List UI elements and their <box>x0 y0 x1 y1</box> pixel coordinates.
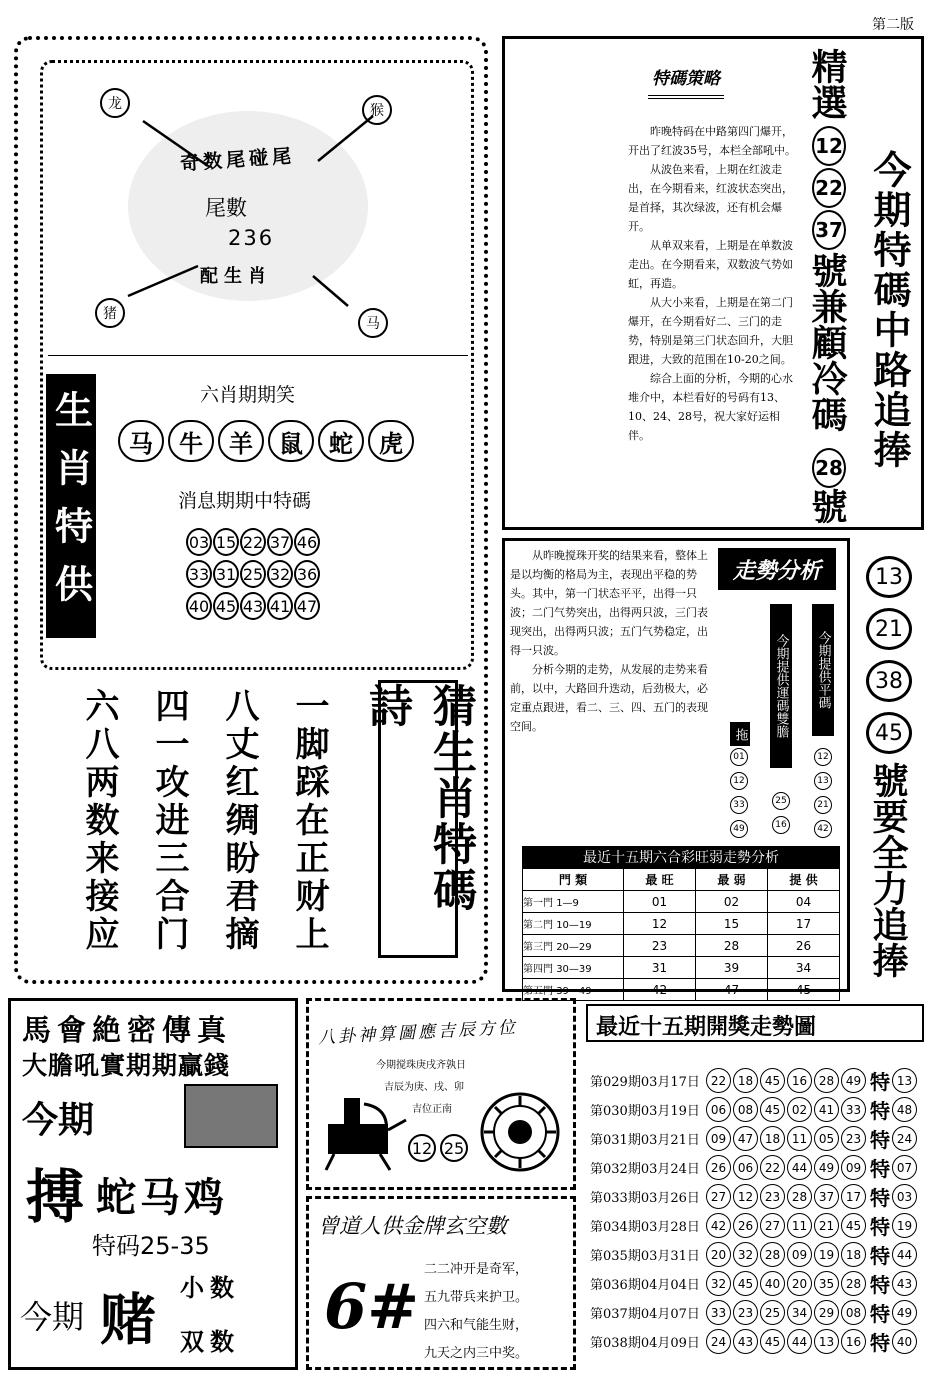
draw-number: 08 <box>733 1097 758 1122</box>
draw-number: 33 <box>841 1097 866 1122</box>
special-mark: 特 <box>870 1215 890 1239</box>
table-row <box>523 913 840 935</box>
message-numbers <box>186 528 320 620</box>
draw-number: 34 <box>787 1300 812 1325</box>
special-number: 13 <box>892 1068 917 1093</box>
selected-number: 12 <box>812 126 846 166</box>
max-cell: 12 <box>624 913 696 935</box>
special-mark: 特 <box>870 1244 890 1268</box>
draw-number: 17 <box>841 1184 866 1209</box>
drag-col-label: 拖 <box>730 722 750 746</box>
draw-number: 24 <box>706 1329 731 1354</box>
side-number: 21 <box>866 608 912 650</box>
trend-paragraph: 从昨晚搅珠开奖的结果来看，整体上是以均衡的格局为主，表现出平稳的势头。其中，第一门状态平平，出得一只波；二门气势突出，出得两只波，三门表现突出，出得两只波；五门气势稳定，出得一只波。 <box>510 549 708 657</box>
zodiac-pig: 猪 <box>95 298 125 328</box>
special-number: 07 <box>892 1155 917 1180</box>
draw-number: 22 <box>706 1068 731 1093</box>
draw-row <box>590 1240 919 1269</box>
table-row <box>523 935 840 957</box>
msg-number: 25 <box>240 560 266 588</box>
special-mark: 特 <box>870 1099 890 1123</box>
draw-number: 27 <box>760 1213 785 1238</box>
draw-number: 08 <box>841 1300 866 1325</box>
draw-number: 26 <box>706 1155 731 1180</box>
special-number: 44 <box>892 1242 917 1267</box>
draw-number: 18 <box>841 1242 866 1267</box>
drag-number: 01 <box>730 748 748 766</box>
draw-number: 29 <box>814 1300 839 1325</box>
door-label: 第一門 <box>523 898 553 909</box>
zodiac-chip: 鼠 <box>268 420 314 462</box>
draw-label: 第033期03月26日 <box>590 1191 700 1206</box>
give-cell: 26 <box>768 935 840 957</box>
signature: 6# <box>324 1270 420 1343</box>
tail-label: 尾數 <box>205 196 247 220</box>
special-mark: 特 <box>870 1273 890 1297</box>
selected-number: 22 <box>812 168 846 208</box>
table-header-row <box>523 869 840 891</box>
trend-text <box>510 546 710 736</box>
draw-row <box>590 1327 919 1356</box>
door-label: 第三門 <box>523 942 553 953</box>
side-title-zodiac-special: 生肖特供 <box>46 374 96 638</box>
six-zodiac-title: 六肖期期笑 <box>200 384 296 406</box>
bet-char: 搏 <box>26 1163 85 1231</box>
draw-label: 第038期04月09日 <box>590 1336 700 1351</box>
min-cell: 02 <box>696 891 768 913</box>
stamp-image <box>184 1084 278 1148</box>
draw-number: 09 <box>787 1242 812 1267</box>
strategy-paragraph: 从单双来看，上期是在单数波走出。在今期看来，双数波气势如虹，再造。 <box>628 239 793 290</box>
draw-number: 28 <box>760 1242 785 1267</box>
draw-number: 23 <box>733 1300 758 1325</box>
msg-number: 40 <box>186 592 212 620</box>
trend-label: 走勢分析 <box>718 548 836 590</box>
draw-number: 41 <box>814 1097 839 1122</box>
draw-number: 45 <box>760 1068 785 1093</box>
min-cell: 28 <box>696 935 768 957</box>
draw-row <box>590 1095 919 1124</box>
bagua-compass-icon <box>478 1090 562 1174</box>
bet-zodiacs: 蛇马鸡 <box>96 1174 228 1221</box>
gamble-char: 赌 <box>100 1287 156 1353</box>
poem-title: 猜生肖特碼詩 <box>378 680 458 958</box>
bagua-line-1: 今期搅珠庚戌齐孰日 <box>376 1060 466 1071</box>
draw-number: 05 <box>814 1126 839 1151</box>
zodiac-monkey: 猴 <box>362 95 392 125</box>
draw-number: 20 <box>787 1271 812 1296</box>
draw-number: 20 <box>706 1242 731 1267</box>
draw-number: 21 <box>814 1213 839 1238</box>
strategy-text <box>628 122 800 445</box>
draw-number: 44 <box>787 1329 812 1354</box>
draw-number: 28 <box>787 1184 812 1209</box>
msg-number: 31 <box>213 560 239 588</box>
table-row <box>523 957 840 979</box>
zodiac-chip: 羊 <box>218 420 264 462</box>
special-number: 24 <box>892 1126 917 1151</box>
special-number: 19 <box>892 1213 917 1238</box>
poem-column-3: 四一攻进三合门 <box>149 688 189 954</box>
draw-number: 16 <box>841 1329 866 1354</box>
max-cell: 31 <box>624 957 696 979</box>
poem-column-4: 六八两数来接应 <box>79 688 119 954</box>
draw-label: 第034期03月28日 <box>590 1220 700 1235</box>
draw-number: 11 <box>787 1126 812 1151</box>
door-range: 39—49 <box>556 986 592 997</box>
draw-number: 32 <box>706 1271 731 1296</box>
max-cell: 42 <box>624 979 696 1001</box>
draw-number: 45 <box>733 1271 758 1296</box>
six-zodiac-row <box>118 420 414 462</box>
cold-suffix: 號 <box>806 488 847 524</box>
zodiac-chip: 马 <box>118 420 164 462</box>
msg-number: 22 <box>240 528 266 556</box>
zodiac-dragon: 龙 <box>100 88 130 118</box>
draw-number: 19 <box>814 1242 839 1267</box>
draw-number: 44 <box>787 1155 812 1180</box>
msg-number: 46 <box>294 528 320 556</box>
special-mark: 特 <box>870 1070 890 1094</box>
table-row <box>523 891 840 913</box>
draw-row <box>590 1153 919 1182</box>
zodiac-chip: 牛 <box>168 420 214 462</box>
msg-number: 45 <box>213 592 239 620</box>
draw-number: 37 <box>814 1184 839 1209</box>
poem-column-1: 一脚踩在正财上 <box>289 688 329 954</box>
give-cell: 17 <box>768 913 840 935</box>
match-label: 配生肖 <box>200 266 272 287</box>
zodiac-horse: 马 <box>358 308 388 338</box>
strategy-paragraph: 从波色来看，上期在红波走出，在今期看来，红波状态突出，是首择，其次绿波，还有机会爆开。 <box>628 163 793 233</box>
door-label: 第五門 <box>523 986 553 997</box>
msg-number: 37 <box>267 528 293 556</box>
draw-number: 09 <box>841 1155 866 1180</box>
cold-number: 28 <box>812 448 846 488</box>
msg-number: 32 <box>267 560 293 588</box>
door-label: 第四門 <box>523 964 553 975</box>
run-number: 16 <box>772 816 790 834</box>
draw-number: 45 <box>760 1097 785 1122</box>
draw-history-title: 最近十五期開獎走勢圖 <box>596 1015 817 1040</box>
min-cell: 47 <box>696 979 768 1001</box>
selected-number: 37 <box>812 210 846 250</box>
min-cell: 15 <box>696 913 768 935</box>
table-header: 提 供 <box>768 869 840 891</box>
table-header: 最 弱 <box>696 869 768 891</box>
draw-history-list <box>590 1066 919 1356</box>
door-range: 10—19 <box>556 920 592 931</box>
drag-number: 49 <box>730 820 748 838</box>
msg-number: 03 <box>186 528 212 556</box>
draw-number: 23 <box>760 1184 785 1209</box>
give-cell: 45 <box>768 979 840 1001</box>
draw-number: 35 <box>814 1271 839 1296</box>
draw-number: 02 <box>787 1097 812 1122</box>
today-label-1: 今期 <box>22 1100 95 1141</box>
special-code: 特码25-35 <box>92 1232 210 1260</box>
draw-number: 42 <box>706 1213 731 1238</box>
door-range: 30—39 <box>556 964 592 975</box>
draw-number: 23 <box>841 1126 866 1151</box>
special-number: 03 <box>892 1184 917 1209</box>
run-col-values <box>772 792 790 834</box>
door-range: 20—29 <box>556 942 592 953</box>
side-number: 45 <box>866 712 912 754</box>
fax-line-2: 大膽吼實期期贏錢 <box>22 1051 231 1080</box>
draw-row <box>590 1066 919 1095</box>
draw-row <box>590 1182 919 1211</box>
draw-number: 18 <box>733 1068 758 1093</box>
trend-table <box>522 868 840 1001</box>
special-mark: 特 <box>870 1331 890 1355</box>
fax-line-1: 馬會絶密傳真 <box>22 1013 233 1047</box>
bagua-line-2: 吉辰为庚、戌、卯 <box>384 1082 464 1093</box>
golden-poem <box>424 1256 528 1368</box>
option-small: 小数 <box>180 1274 240 1302</box>
flat-number: 21 <box>814 796 832 814</box>
draw-number: 26 <box>733 1213 758 1238</box>
strategy-paragraph: 综合上面的分析，今期的心水堆介中，本栏看好的号码有13、10、24、28号，祝大家好运相伴。 <box>628 372 793 442</box>
side-number: 13 <box>866 556 912 598</box>
drag-number: 12 <box>730 772 748 790</box>
tr-side-slogan: 今期特碼中路追捧 <box>867 150 911 470</box>
draw-row <box>590 1298 919 1327</box>
flat-number: 12 <box>814 748 832 766</box>
draw-number: 49 <box>841 1068 866 1093</box>
option-even: 双数 <box>180 1328 240 1356</box>
bagua-number: 12 <box>408 1134 436 1162</box>
special-mark: 特 <box>870 1186 890 1210</box>
special-mark: 特 <box>870 1128 890 1152</box>
table-header: 門 類 <box>523 869 624 891</box>
golden-title: 曾道人供金牌玄空數 <box>318 1214 507 1238</box>
selected-title: 精選 <box>806 48 847 120</box>
zodiac-chip: 蛇 <box>318 420 364 462</box>
draw-number: 32 <box>733 1242 758 1267</box>
today-label-2: 今期 <box>20 1298 85 1336</box>
draw-number: 28 <box>814 1068 839 1093</box>
run-col-label: 今期提供運碼雙膽 <box>770 604 792 768</box>
msg-number: 47 <box>294 592 320 620</box>
draw-number: 06 <box>706 1097 731 1122</box>
flat-number: 42 <box>814 820 832 838</box>
special-number: 48 <box>892 1097 917 1122</box>
draw-number: 06 <box>733 1155 758 1180</box>
draw-number: 18 <box>760 1126 785 1151</box>
strategy-paragraph: 昨晚特码在中路第四门爆开，开出了红波35号，本栏全部吼中。 <box>628 125 796 157</box>
draw-number: 25 <box>760 1300 785 1325</box>
draw-label: 第036期04月04日 <box>590 1278 700 1293</box>
message-title: 消息期期中特碼 <box>178 490 312 512</box>
golden-poem-line: 四六和气能生财， <box>424 1318 529 1333</box>
msg-number: 43 <box>240 592 266 620</box>
draw-label: 第030期03月19日 <box>590 1104 700 1119</box>
draw-row <box>590 1124 919 1153</box>
draw-label: 第031期03月21日 <box>590 1133 700 1148</box>
special-number: 43 <box>892 1271 917 1296</box>
arc-title: 奇数尾碰尾 <box>179 145 296 175</box>
golden-poem-line: 九天之内三中奖。 <box>424 1346 529 1361</box>
draw-number: 28 <box>841 1271 866 1296</box>
bagua-title: 八卦神算圖應吉辰方位 <box>317 1017 519 1049</box>
draw-number: 45 <box>841 1213 866 1238</box>
strategy-logo: 特碼策略 <box>648 64 724 99</box>
flat-number: 13 <box>814 772 832 790</box>
golden-poem-line: 二二冲开是奇军， <box>424 1262 529 1277</box>
draw-row <box>590 1211 919 1240</box>
msg-number: 36 <box>294 560 320 588</box>
draw-number: 12 <box>733 1184 758 1209</box>
draw-number: 11 <box>787 1213 812 1238</box>
flat-col-values <box>814 748 832 838</box>
bagua-number: 25 <box>440 1134 468 1162</box>
poem-column-2: 八丈红绸盼君摘 <box>219 688 259 954</box>
strategy-paragraph: 从大小来看，上期是在第二门爆开，在今期看好二、三门的走势，特别是第三门状态回升，大胆跟进，大致的范围在10-20之间。 <box>628 296 793 366</box>
page-label: 第二版 <box>872 17 914 33</box>
draw-number: 13 <box>814 1329 839 1354</box>
msg-number: 33 <box>186 560 212 588</box>
special-mark: 特 <box>870 1157 890 1181</box>
special-mark: 特 <box>870 1302 890 1326</box>
draw-number: 40 <box>760 1271 785 1296</box>
tail-number: 236 <box>228 226 275 250</box>
min-cell: 39 <box>696 957 768 979</box>
side-number: 38 <box>866 660 912 702</box>
draw-label: 第029期03月17日 <box>590 1075 700 1090</box>
draw-number: 45 <box>760 1329 785 1354</box>
special-number: 40 <box>892 1329 917 1354</box>
trend-table-title: 最近十五期六合彩旺弱走勢分析 <box>522 846 840 868</box>
msg-number: 15 <box>213 528 239 556</box>
draw-number: 09 <box>706 1126 731 1151</box>
door-label: 第二門 <box>523 920 553 931</box>
max-cell: 23 <box>624 935 696 957</box>
run-number: 25 <box>772 792 790 810</box>
give-cell: 04 <box>768 891 840 913</box>
mr-side-slogan: 號要全力追捧 <box>867 762 908 978</box>
special-number: 49 <box>892 1300 917 1325</box>
draw-number: 47 <box>733 1126 758 1151</box>
table-header: 最 旺 <box>624 869 696 891</box>
draw-label: 第035期03月31日 <box>590 1249 700 1264</box>
draw-number: 16 <box>787 1068 812 1093</box>
draw-number: 27 <box>706 1184 731 1209</box>
trend-paragraph: 分析今期的走势，从发展的走势来看前，以中，大路回升迭动，后劲极大，必定重点跟进，看二、三、四、五门的表现空间。 <box>510 663 708 733</box>
golden-poem-line: 五九带兵来护卫。 <box>424 1290 529 1305</box>
draw-label: 第037期04月07日 <box>590 1307 700 1322</box>
draw-number: 33 <box>706 1300 731 1325</box>
bagua-line-3: 吉位正南 <box>412 1104 452 1115</box>
msg-number: 41 <box>267 592 293 620</box>
door-range: 1—9 <box>556 898 579 909</box>
zodiac-chip: 虎 <box>368 420 414 462</box>
draw-row <box>590 1269 919 1298</box>
archer-horse-image <box>320 1084 412 1172</box>
draw-number: 43 <box>733 1329 758 1354</box>
draw-number: 22 <box>760 1155 785 1180</box>
drag-col-values <box>730 748 748 838</box>
max-cell: 01 <box>624 891 696 913</box>
give-cell: 34 <box>768 957 840 979</box>
draw-label: 第032期03月24日 <box>590 1162 700 1177</box>
flat-col-label: 今期提供平碼 <box>812 604 834 736</box>
draw-number: 49 <box>814 1155 839 1180</box>
drag-number: 33 <box>730 796 748 814</box>
selected-suffix: 號兼顧冷碼 <box>806 252 847 432</box>
